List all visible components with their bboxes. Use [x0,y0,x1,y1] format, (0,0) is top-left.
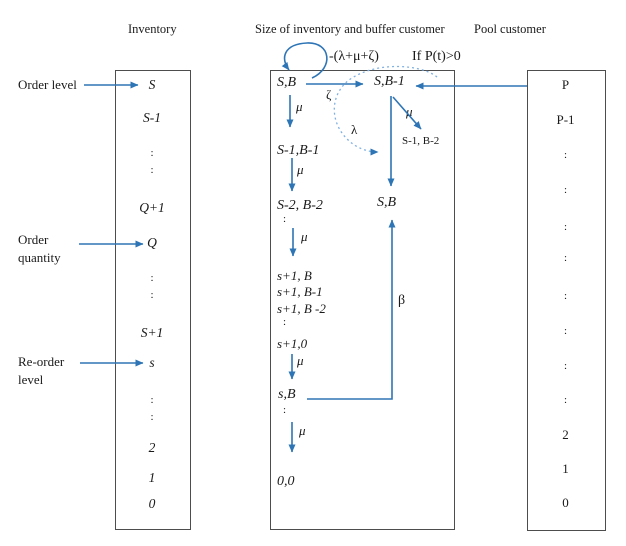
beta-arrow [307,220,392,399]
pool-item-P: P [561,77,570,92]
state-s1B1: s+1, B-1 [277,284,323,299]
state-S1B1: S-1,B-1 [277,143,320,158]
inventory-item-dots: : [150,147,154,159]
inventory-header: Inventory [128,22,177,36]
state-SB-top: S,B [277,75,297,90]
self-loop-arrow [285,43,327,78]
pool-item-2: 2 [562,427,569,442]
inventory-item-S+1: S+1 [140,325,164,340]
inventory-item-2: 2 [148,440,156,455]
state-SB-return: S,B [377,195,397,210]
sb1-diagonal-mu-arrow [393,97,421,129]
pool-item-1: 1 [562,461,569,476]
inventory-item-Q+1: Q+1 [139,200,165,215]
inventory-item-Q: Q [147,235,157,250]
pool-item-dots: : [563,394,568,406]
state-s1B: s+1, B [277,268,312,283]
order-quantity-label-line1: Order [18,232,49,247]
pool-item-dots: : [563,290,568,302]
rate-mu-3: μ [297,162,304,177]
inventory-item-dots: : [150,272,154,284]
rate-mu-2: μ [406,104,413,119]
state-sB: s,B [278,387,296,402]
reorder-level-label-line2: level [18,372,44,387]
rate-mu-5: μ [297,353,304,368]
state-00: 0,0 [277,474,295,489]
pool-header: Pool customer [474,22,546,36]
rate-mu-6: μ [299,423,306,438]
state-S1B2-small: S-1, B-2 [402,135,440,147]
pool-item-dots: : [563,184,568,196]
state-s1B2: s+1, B -2 [277,301,326,316]
reorder-level-label-line1: Re-order [18,354,65,369]
inventory-item-dots: : [150,394,154,406]
inventory-item-S-1: S-1 [143,110,161,125]
inventory-item-s: s [149,355,155,370]
chain-dots: : [283,316,287,328]
lambda-arc-arrow [334,66,440,152]
rate-zeta: ζ [326,87,332,102]
pool-item-dots: : [563,252,568,264]
inventory-item-S: S [148,77,156,92]
pool-item-dots: : [563,360,568,372]
buffer-header: Size of inventory and buffer customer [255,22,445,36]
inventory-item-0: 0 [148,496,156,511]
inventory-item-dots: : [150,164,154,176]
rate-mu-1: μ [296,99,303,114]
inventory-item-dots: : [150,411,154,423]
rate-mu-4: μ [301,229,308,244]
pool-item-dots: : [563,221,568,233]
pool-item-P-1: P-1 [556,112,575,127]
inventory-item-dots: : [150,289,154,301]
state-S2B2: S-2, B-2 [277,198,323,213]
pool-item-dots: : [563,325,568,337]
chain-dots: : [283,213,287,225]
self-loop-rate-label: -(λ+μ+ζ) [329,49,379,64]
pool-condition-label: If P(t)>0 [412,49,461,64]
order-level-label: Order level [18,77,77,92]
rate-beta: β [398,293,406,308]
rate-lambda: λ [351,122,358,137]
inventory-item-1: 1 [148,470,156,485]
order-quantity-label-line2: quantity [18,250,61,265]
pool-item-dots: : [563,149,568,161]
pool-item-0: 0 [562,495,569,510]
state-s10: s+1,0 [277,336,308,351]
state-SB-1: S,B-1 [374,74,405,89]
chain-dots: : [283,404,287,416]
